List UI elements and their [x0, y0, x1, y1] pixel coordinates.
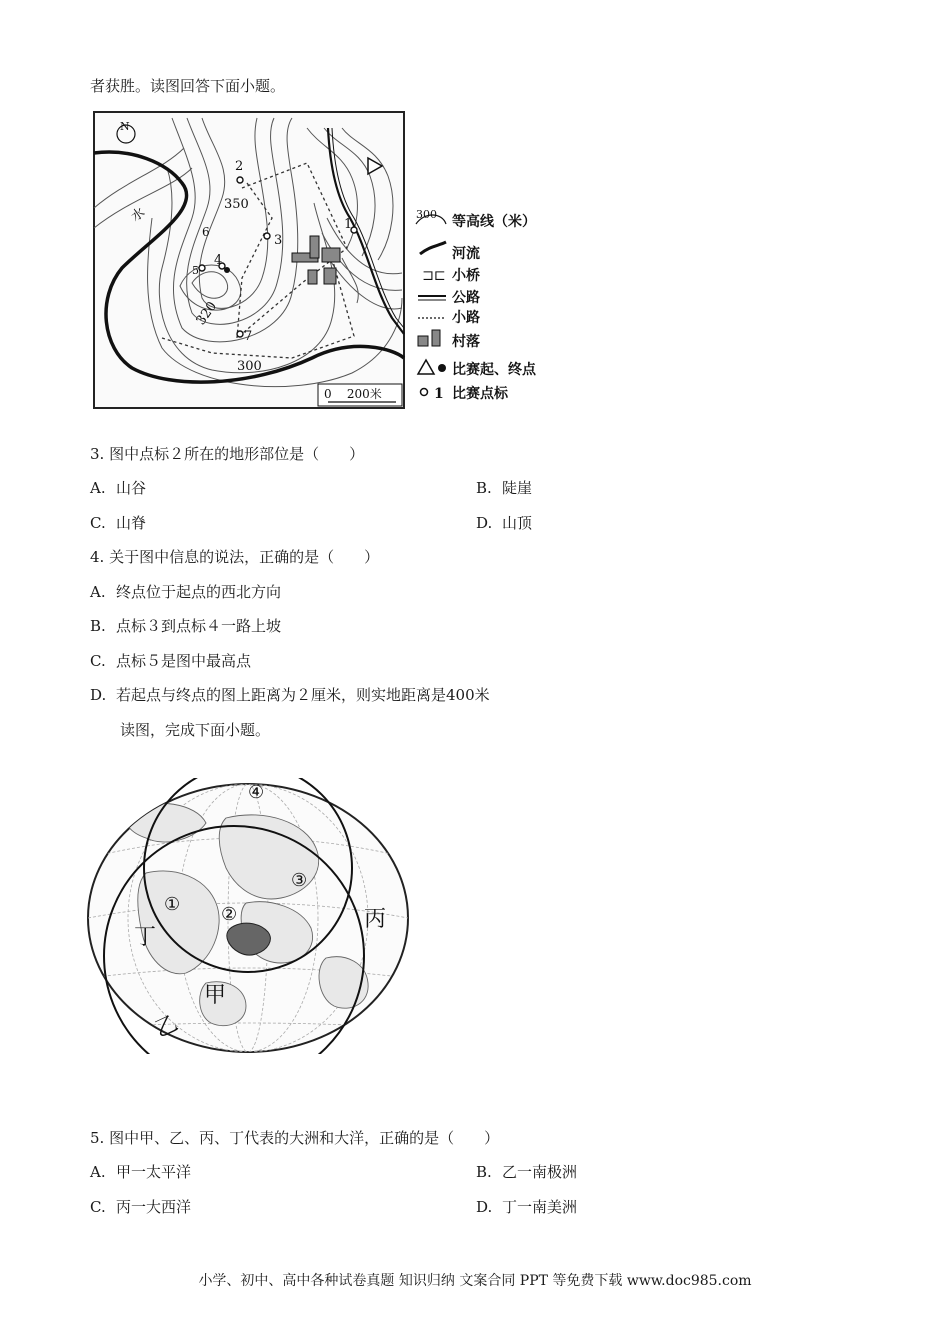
legend-checkpoint-example: 1 — [434, 386, 444, 402]
legend-checkpoint: 比赛点标 — [452, 386, 508, 402]
q4-option-b[interactable]: B. 点标３到点标４一路上坡 — [90, 617, 282, 635]
contour-label-300: 300 — [237, 359, 262, 374]
legend-contour: 等高线（米） — [452, 214, 536, 230]
globe-map — [86, 778, 410, 1054]
point-label-1: 1 — [344, 217, 353, 232]
q4-option-a[interactable]: A. 终点位于起点的西北方向 — [90, 583, 282, 601]
region-yi: 乙 — [151, 1011, 182, 1044]
svg-text:⊐⊏: ⊐⊏ — [422, 268, 446, 284]
q3-option-d[interactable]: D. 山顶 — [476, 514, 533, 532]
footer-text: 小学、初中、高中各种试卷真题 知识归纳 文案合同 PPT 等免费下载 www.doc985.com — [198, 1273, 752, 1289]
region-ding: 丁 — [134, 925, 157, 950]
north-label: N — [120, 120, 130, 133]
point-label-5: 5 — [192, 264, 199, 277]
point-label-7: 7 — [244, 329, 253, 344]
region-bing: 丙 — [364, 907, 387, 932]
read-prompt: 读图，完成下面小题。 — [120, 721, 271, 739]
legend-bridge: 小桥 — [452, 268, 480, 284]
marker-1: ① — [164, 894, 181, 915]
legend-contour-value: 300 — [416, 208, 437, 221]
q4-stem: 4. 关于图中信息的说法，正确的是（ ） — [90, 548, 380, 566]
contour-label-320: 320 — [193, 299, 221, 329]
point-label-2: 2 — [235, 159, 244, 174]
q5-option-c[interactable]: C. 丙一大西洋 — [90, 1198, 192, 1216]
point-label-4: 4 — [214, 253, 223, 268]
q3-option-a[interactable]: A. 山谷 — [90, 479, 147, 497]
contour-label-350: 350 — [224, 197, 249, 212]
marker-4: ④ — [248, 782, 265, 803]
q5-stem: 5. 图中甲、乙、丙、丁代表的大洲和大洋，正确的是（ ） — [90, 1129, 500, 1147]
q5-option-a[interactable]: A. 甲一太平洋 — [90, 1163, 192, 1181]
intro-text: 者获胜。读图回答下面小题。 — [90, 77, 286, 95]
legend-highway: 公路 — [452, 290, 480, 306]
q3-stem: 3. 图中点标２所在的地形部位是（ ） — [90, 445, 365, 463]
q5-option-b[interactable]: B. 乙一南极洲 — [476, 1163, 578, 1181]
river-label: 水 — [128, 205, 148, 225]
scale-bar: 0 200米 — [324, 387, 382, 401]
q5-option-d[interactable]: D. 丁一南美洲 — [476, 1198, 578, 1216]
legend-path: 小路 — [452, 310, 480, 326]
marker-3: ③ — [291, 870, 308, 891]
legend-river: 河流 — [452, 246, 480, 262]
region-jia: 甲 — [204, 983, 227, 1008]
marker-2: ② — [221, 904, 238, 925]
legend-start-end: 比赛起、终点 — [452, 362, 536, 378]
q4-option-d[interactable]: D. 若起点与终点的图上距离为２厘米，则实地距离是400米 — [90, 686, 490, 704]
map-legend — [416, 208, 537, 402]
q4-option-c[interactable]: C. 点标５是图中最高点 — [90, 652, 252, 670]
q3-option-c[interactable]: C. 山脊 — [90, 514, 147, 532]
point-label-3: 3 — [274, 233, 283, 248]
q3-option-b[interactable]: B. 陡崖 — [476, 479, 533, 497]
point-label-6: 6 — [202, 225, 210, 239]
legend-village: 村落 — [452, 334, 480, 350]
contour-map — [92, 108, 550, 414]
